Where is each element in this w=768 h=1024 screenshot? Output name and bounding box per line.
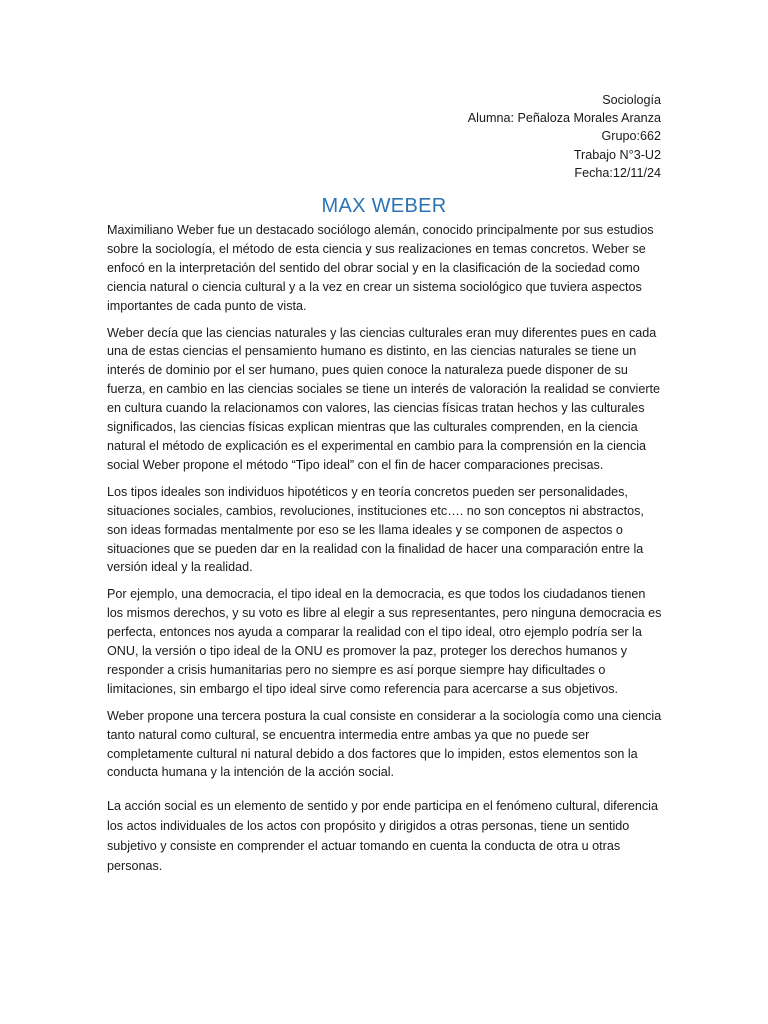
date-line: Fecha:12/11/24	[574, 165, 661, 180]
paragraph-3: Los tipos ideales son individuos hipotéticos y en teoría concretos pueden ser personalidades, situaciones sociales, cambios, revoluciones, instituciones etc…. no son conceptos ni abstractos, son ideas formadas mentalmente por eso se les llama ideales y se componen de aspectos o situaciones que se pueden dar en la realidad con la finalidad de hacer una comparación entre la versión ideal y la realidad.	[107, 484, 644, 575]
paragraph-2: Weber decía que las ciencias naturales y las ciencias culturales eran muy diferentes pues en cada una de estas ciencias el pensamiento humano es distinto, en las ciencias naturales se tiene un interés de dominio por el ser humano, pues quien conoce la naturaleza puede disponer de su fuerza, en cambio en las ciencias sociales se tiene un interés de valoración la realidad se convierte en cultura cuando la relacionamos con valores, las ciencias físicas tratan hechos y las culturales significados, las ciencias físicas explican mientras que las culturales comprenden, en la ciencia natural el método de explicación es el experimental en cambio para la comprensión en la ciencia social Weber propone el método “Tipo ideal” con el fin de hacer comparaciones precisas.	[107, 325, 661, 472]
assignment-line: Trabajo N°3-U2	[573, 147, 661, 162]
subject-line: Sociología	[602, 93, 661, 107]
paragraph-1: Maximiliano Weber fue un destacado sociólogo alemán, conocido principalmente por sus estudios sobre la sociología, el método de esta ciencia y sus realizaciones en temas concretos. Weber se enfocó en la interpretación del sentido del obrar social y en la clasificación de la sociedad como ciencia natural o ciencia cultural y a la vez en crear un sistema sociológico que tuviera aspectos importantes de cada punto de vista.	[107, 223, 654, 313]
paragraph-4: Por ejemplo, una democracia, el tipo ideal en la democracia, es que todos los ciudadanos tienen los mismos derechos, y su voto es libre al elegir a sus representantes, pero ninguna democracia es perfecta, entonces nos ayuda a comparar la realidad con el tipo ideal, otro ejemplo podría ser la ONU, la versión o tipo ideal de la ONU es promover la paz, proteger los derechos humanos y responder a crisis humanitarias pero no siempre es así porque siempre hay dificultades o limitaciones, sin embargo el tipo ideal sirve como referencia para acercarse a sus objetivos.	[107, 587, 662, 696]
student-line: Alumna: Peñaloza Morales Aranza	[467, 111, 661, 126]
paragraph-6: La acción social es un elemento de sentido y por ende participa en el fenómeno cultural, diferencia los actos individuales de los actos con propósito y dirigidos a otras personas, tiene un sentido subjetivo y consiste en comprender el actuar tomando en cuenta la conducta de otra u otras personas.	[107, 799, 658, 874]
document-title: MAX WEBER	[321, 195, 447, 217]
document-body	[107, 221, 663, 876]
document-header	[468, 91, 661, 182]
group-line: Grupo:662	[601, 129, 661, 144]
paragraph-5: Weber propone una tercera postura la cual consiste en considerar a la sociología como una ciencia tanto natural como cultural, se encuentra intermedia entre ambas ya que no puede ser completamente cultural ni natural debido a dos factores que lo impiden, estos elementos son la conducta humana y la intención de la acción social.	[107, 708, 662, 780]
